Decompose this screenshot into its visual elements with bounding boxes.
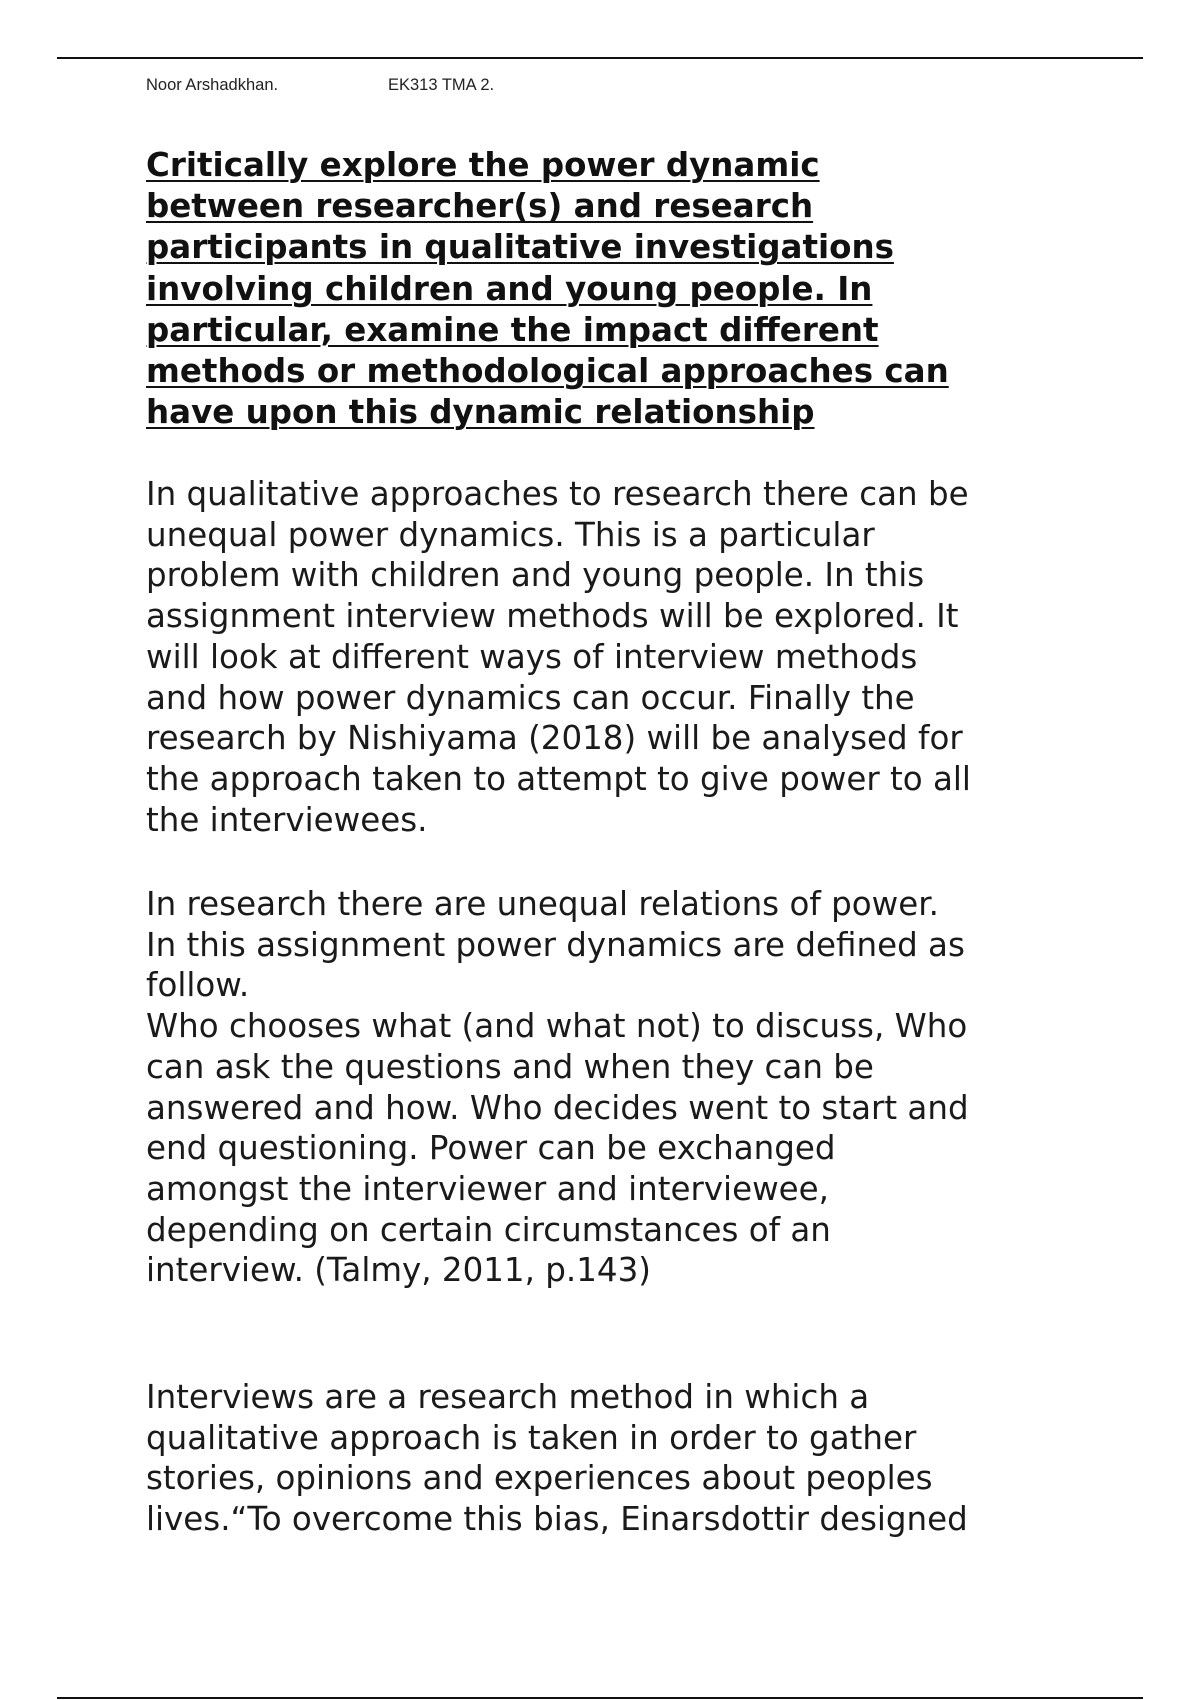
title-line: have upon this dynamic relationship: [146, 393, 815, 432]
paragraph-line: assignment interview methods will be explored. It: [146, 597, 959, 636]
body-paragraph-power-definition: [146, 884, 1156, 1291]
paragraph-line: and how power dynamics can occur. Finally the: [146, 678, 915, 717]
paragraph-line: Who chooses what (and what not) to discuss, Who: [146, 1007, 968, 1046]
paragraph-line: Interviews are a research method in which a: [146, 1378, 870, 1416]
paragraph-line: depending on certain circumstances of an: [146, 1210, 831, 1249]
paragraph-line: end questioning. Power can be exchanged: [146, 1129, 836, 1168]
body-paragraph-interviews: [146, 1377, 1156, 1540]
paragraph-line: the approach taken to attempt to give power to all: [146, 759, 971, 798]
paragraph-line: lives.“To overcome this bias, Einarsdottir designed: [146, 1500, 968, 1539]
paragraph-line: qualitative approach is taken in order to gather: [146, 1418, 917, 1457]
paragraph-line: unequal power dynamics. This is a particular: [146, 515, 875, 554]
title-line: particular, examine the impact different: [146, 310, 879, 349]
body-paragraph-intro: [146, 474, 1156, 840]
page-header: [146, 76, 495, 95]
title-line: methods or methodological approaches can: [146, 352, 949, 391]
paragraph-line: interview. (Talmy, 2011, p.143): [146, 1251, 651, 1290]
paragraph-line: research by Nishiyama (2018) will be analysed for: [146, 719, 963, 758]
paragraph-line: stories, opinions and experiences about peoples: [146, 1459, 933, 1498]
title-line: involving children and young people. In: [146, 269, 873, 308]
paragraph-line: problem with children and young people. In this: [146, 556, 925, 595]
author-name: Noor Arshadkhan.: [146, 76, 279, 94]
paragraph-line: follow.: [146, 966, 250, 1005]
document-title: [146, 145, 1066, 433]
header-rule: [57, 57, 1143, 59]
title-line: participants in qualitative investigations: [146, 228, 894, 267]
title-line: between researcher(s) and research: [146, 187, 814, 226]
title-line: Critically explore the power dynamic: [146, 146, 820, 184]
paragraph-line: amongst the interviewer and interviewee,: [146, 1169, 829, 1208]
course-code: EK313 TMA 2.: [388, 76, 495, 94]
paragraph-line: answered and how. Who decides went to start and: [146, 1088, 969, 1127]
paragraph-line: can ask the questions and when they can be: [146, 1047, 874, 1086]
paragraph-line: will look at different ways of interview methods: [146, 637, 918, 676]
paragraph-line: the interviewees.: [146, 800, 428, 839]
footer-rule: [57, 1697, 1143, 1699]
paragraph-line: In qualitative approaches to research there can be: [146, 475, 969, 513]
paragraph-line: In this assignment power dynamics are defined as: [146, 925, 965, 964]
paragraph-line: In research there are unequal relations of power.: [146, 885, 939, 923]
